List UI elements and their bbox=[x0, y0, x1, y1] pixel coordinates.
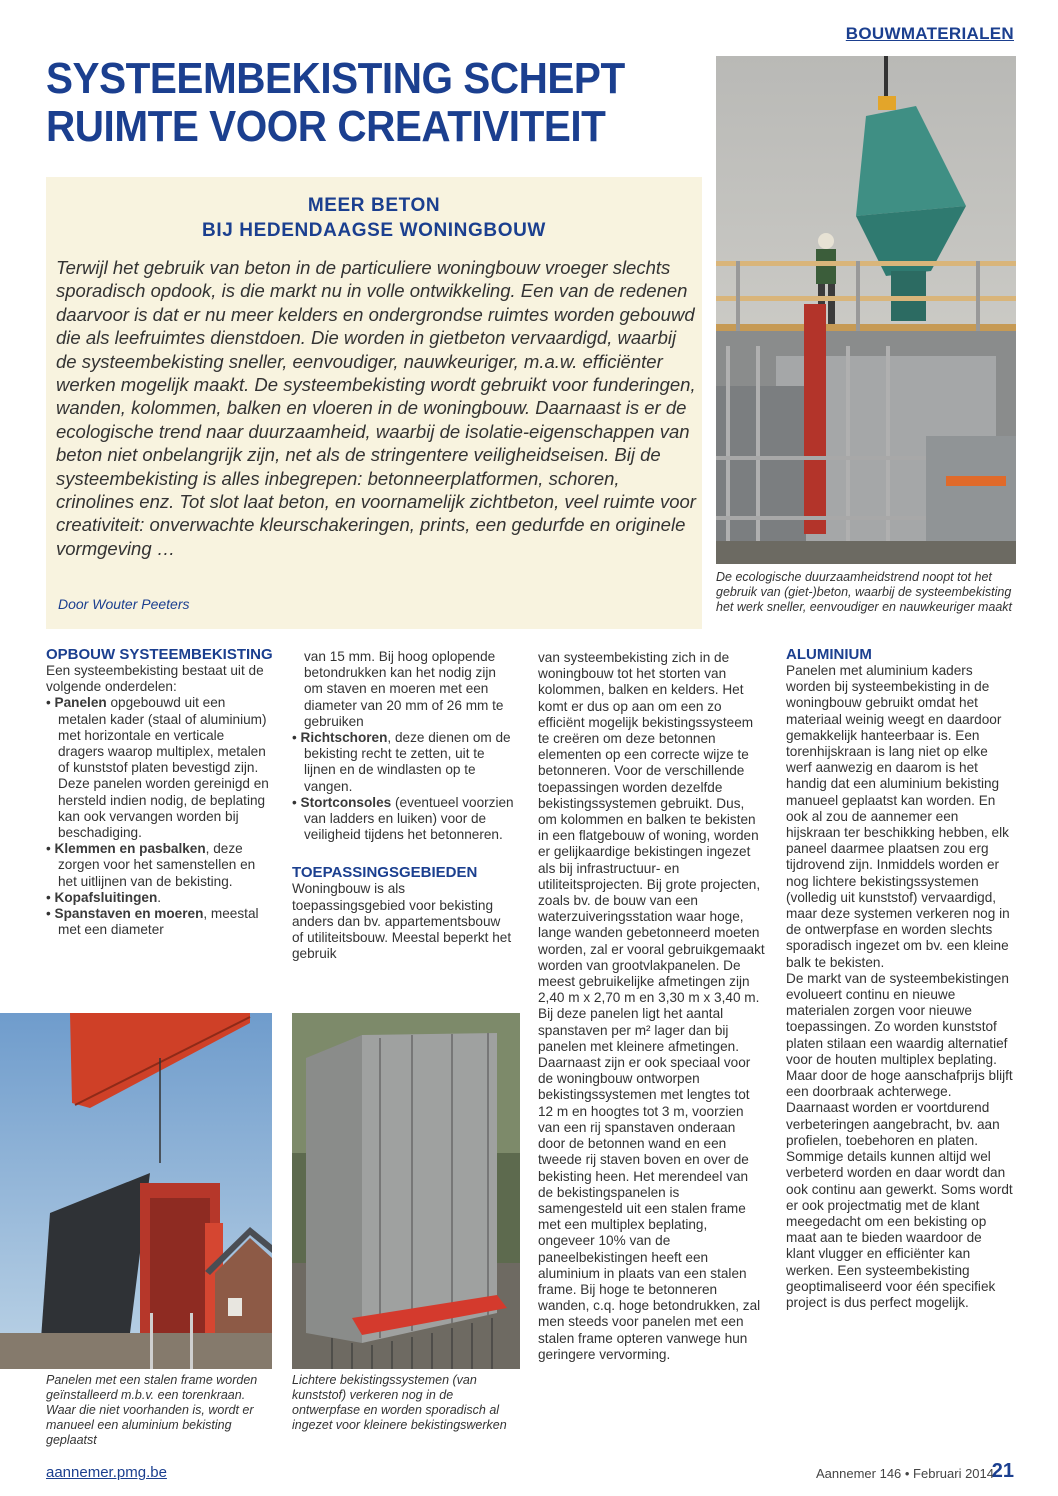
page-number: 21 bbox=[991, 1460, 1014, 1482]
footer-issue: Aannemer 146 • Februari 2014 bbox=[816, 1466, 994, 1481]
title-line-1: SYSTEEMBEKISTING SCHEPT bbox=[46, 54, 625, 103]
lead-paragraph: Terwijl het gebruik van beton in de particuliere woningbouw vroeger slechts sporadisch opdook, is die markt nu in volle ontwikkeling. Een van de redenen daarvoor is dat er nu meer kelders en ondergrondse ruimtes worden gebouwd die als leefruimtes dienstdoen. Die worden in gietbeton vervaardigd, waarbij de systeembekisting sneller, eenvoudiger, nauwkeuriger, m.a.w. efficiënter werken mogelijk maakt. De systeembekisting wordt gebruikt voor funderingen, wanden, kolommen, balken en vloeren in de woningbouw. Daarnaast is er de ecologische trend naar duurzaamheid, waarbij de isolatie-eigenschappen van beton niet onbelangrijk zijn, net als de stringentere veiligheidseisen. Bij de systeembekisting is alles inbegrepen: betonneerplatformen, schoren, crinolines enz. Tot slot laat beton, en voornamelijk zichtbeton, veel ruimte voor creativiteit: onverwachte kleurschakeringen, prints, een gedurfde en originele vormgeving … bbox=[56, 257, 696, 559]
col2-continued: van 15 mm. Bij hoog oplopende betondrukken kan het nodig zijn om staven en moeren met een diameter van 20 mm of 26 mm te gebruiken bbox=[304, 649, 504, 729]
title-line-2: RUIMTE VOOR CREATIVITEIT bbox=[46, 102, 606, 151]
subtitle bbox=[46, 193, 702, 243]
column-4 bbox=[786, 647, 1014, 1311]
text-spanstaven: , meestal met een diameter bbox=[58, 906, 259, 938]
text-klemmen: , deze zorgen voor het samenstellen en het uitlijnen van de bekisting. bbox=[58, 841, 256, 889]
bullet-panelen: • Panelen opgebouwd uit een metalen kader (staal of aluminium) met horizontale en verticale dragers waarop multiplex, metalen of kunststof platen bevestigd zijn. Deze panelen worden gereinigd en hersteld indien nodig, de beplating kan ook vervangen worden bij beschadiging. bbox=[46, 695, 269, 841]
heading-opbouw: OPBOUW SYSTEEMBEKISTING bbox=[46, 646, 273, 663]
column-2 bbox=[292, 649, 514, 962]
caption-top-right: De ecologische duurzaamheidstrend noopt tot het gebruik van (giet-)beton, waarbij de systeembekisting het werk sneller, eenvoudiger en nauwkeuriger maakt bbox=[716, 570, 1013, 614]
crane-panel-image bbox=[0, 1013, 272, 1369]
footer-url[interactable]: aannemer.pmg.be bbox=[46, 1464, 167, 1481]
caption-bottom-middle: Lichtere bekistingssystemen (van kunststof) verkeren nog in de ontwerpfase en worden sporadisch al ingezet voor kleinere bekistingswerken bbox=[292, 1373, 507, 1432]
text-panelen: opgebouwd uit een metalen kader (staal of aluminium) met horizontale en verticale dragers waarop multiplex, metalen of kunststof platen bevestigd zijn. Deze panelen worden gereinigd en hersteld indien nodig, de beplating kan ook vervangen worden bij beschadiging. bbox=[58, 695, 269, 841]
bullet-spanstaven: • Spanstaven en moeren, meestal met een diameter bbox=[46, 906, 259, 938]
caption-bottom-left: Panelen met een stalen frame worden geïnstalleerd m.b.v. een torenkraan. Waar die niet voorhanden is, wordt er manueel een aluminium bekisting geplaatst bbox=[46, 1373, 258, 1447]
column-3 bbox=[538, 650, 766, 1363]
bullet-klemmen: • Klemmen en pasbalken, deze zorgen voor het samenstellen en het uitlijnen van de bekisting. bbox=[46, 841, 256, 889]
text-stortconsoles: (eventueel voorzien van ladders en luiken) voor de veiligheid tijdens het betonneren. bbox=[304, 794, 514, 843]
term-panelen: Panelen bbox=[54, 695, 107, 711]
col1-intro: Een systeembekisting bestaat uit de volgende onderdelen: bbox=[46, 663, 264, 695]
text-kopafsluitingen: . bbox=[157, 889, 162, 905]
bullet-stortconsoles: • Stortconsoles (eventueel voorzien van ladders en luiken) voor de veiligheid tijdens het betonneren. bbox=[292, 794, 514, 843]
col3-paragraph-1: van systeembekisting zich in de woningbouw tot het storten van kolommen, balken en kelders. Het komt er dus op aan om een zo efficiënt mogelijk bekistingssysteem te creëren om deze betonnen elementen op een correcte wijze te betonneren. Voor de verschillende toepassingen worden dezelfde bekistingssystemen gebruikt. Dus, om kolommen en balken te bekisten in een flatgebouw of woning, worden er gelijkaardige bekistingen ingezet als bij infrastructuur- en utiliteitsprojecten. Bij grote projecten, zoals bv. de bouw van een waterzuiveringsstation waar hoge, lange wanden gebetonneerd moeten worden, zal er vooral gebruikgemaakt worden van grootvlakpanelen. De meest gebruikelijke afmetingen zijn 2,40 m x 2,70 m en 3,30 m x 3,40 m. Bij deze panelen ligt het aantal spanstaven per m² lager dan bij panelen met kleinere afmetingen. bbox=[538, 650, 765, 1054]
plastic-formwork-image bbox=[292, 1013, 520, 1369]
photo-construction-site bbox=[716, 56, 1016, 564]
construction-site-image bbox=[716, 56, 1016, 564]
byline: Door Wouter Peeters bbox=[58, 596, 190, 612]
bullet-kopafsluitingen: • Kopafsluitingen. bbox=[46, 889, 162, 905]
subtitle-line-2: BIJ HEDENDAAGSE WONINGBOUW bbox=[202, 220, 546, 241]
term-richtschoren: Richtschoren bbox=[300, 730, 388, 746]
col2-paragraph: Woningbouw is als toepassingsgebied voor bekisting anders dan bv. appartementsbouw of utiliteitsbouw. Meestal beperkt het gebruik bbox=[292, 881, 512, 962]
column-1 bbox=[46, 647, 274, 938]
bullet-richtschoren: • Richtschoren, deze dienen om de bekisting recht te zetten, uit te lijnen en de windlasten op te vangen. bbox=[292, 730, 511, 794]
article-title bbox=[46, 55, 653, 151]
section-tag: BOUWMATERIALEN bbox=[845, 24, 1014, 43]
heading-toepassingsgebieden: TOEPASSINGSGEBIEDEN bbox=[292, 864, 478, 882]
col4-paragraph-3: Daarnaast worden er voortdurend verbeteringen aangebracht, bv. aan profielen, toebehoren en platen. Sommige details kunnen altijd wel verbeterd worden en daar wordt dan ook continu aan gewerkt. Soms wordt er ook projectmatig met de klant meegedacht om een bekisting op maat aan te bieden waardoor de klant vlugger en efficiënter kan werken. Een systeembekisting geoptimaliseerd voor één specifiek project is dus perfect mogelijk. bbox=[786, 1100, 1013, 1310]
col3-paragraph-2: Daarnaast zijn er ook speciaal voor de woningbouw ontworpen bekistingssystemen met lengtes tot 12 m en hoogtes tot 3 m, voorzien van een rij spanstaven onderaan door de betonnen wand en een tweede rij staven boven en over de bekisting heen. Het merendeel van de bekistingspanelen is samengesteld uit een stalen frame met een multiplex beplating, ongeveer 10% van de paneelbekistingen heeft een aluminium in plaats van een stalen frame. Bij hoge te betonneren wanden, c.q. hoge betondrukken, zal men steeds voor panelen met een stalen frame opteren vanwege hun geringere vervorming. bbox=[538, 1055, 761, 1362]
term-stortconsoles: Stortconsoles bbox=[300, 794, 392, 810]
photo-crane-panel bbox=[0, 1013, 272, 1369]
col4-paragraph-1: Panelen met aluminium kaders worden bij systeembekisting in de woningbouw gebruikt omdat het materiaal weinig weegt en daardoor gemakkelijk hanteerbaar is. Een torenhijskraan is lang niet op elke werf aanwezig en daarom is het handig dat een aluminium bekisting manueel geplaatst kan worden. En ook al zou de aannemer een hijskraan ter beschikking hebben, elk paneel daarmee plaatsen zou erg tijdrovend zijn. Inmiddels worden er nog lichtere bekistingssystemen (volledig uit kunststof) vervaardigd, maar deze systemen verkeren nog in de ontwerpfase en worden slechts sporadisch ingezet om bv. een kleine balk te bekisten. bbox=[786, 663, 1010, 970]
subtitle-line-1: MEER BETON bbox=[307, 195, 441, 216]
photo-plastic-formwork bbox=[292, 1013, 520, 1369]
text-richtschoren: , deze dienen om de bekisting recht te zetten, uit te lijnen en de windlasten op te vangen. bbox=[304, 730, 511, 794]
heading-aluminium: ALUMINIUM bbox=[786, 646, 872, 663]
term-kopafsluitingen: Kopafsluitingen bbox=[54, 889, 158, 905]
term-klemmen: Klemmen en pasbalken bbox=[54, 841, 206, 857]
term-spanstaven: Spanstaven en moeren bbox=[54, 906, 204, 922]
col4-paragraph-2: De markt van de systeembekistingen evolueert continu en nieuwe materialen zorgen voor nieuwe toepassingen. Zo worden kunststof platen stilaan een waardig alternatief voor de houten multiplex beplating. Maar door de hoge aanschafprijs blijft een doorbraak achterwege. bbox=[786, 970, 1013, 1100]
